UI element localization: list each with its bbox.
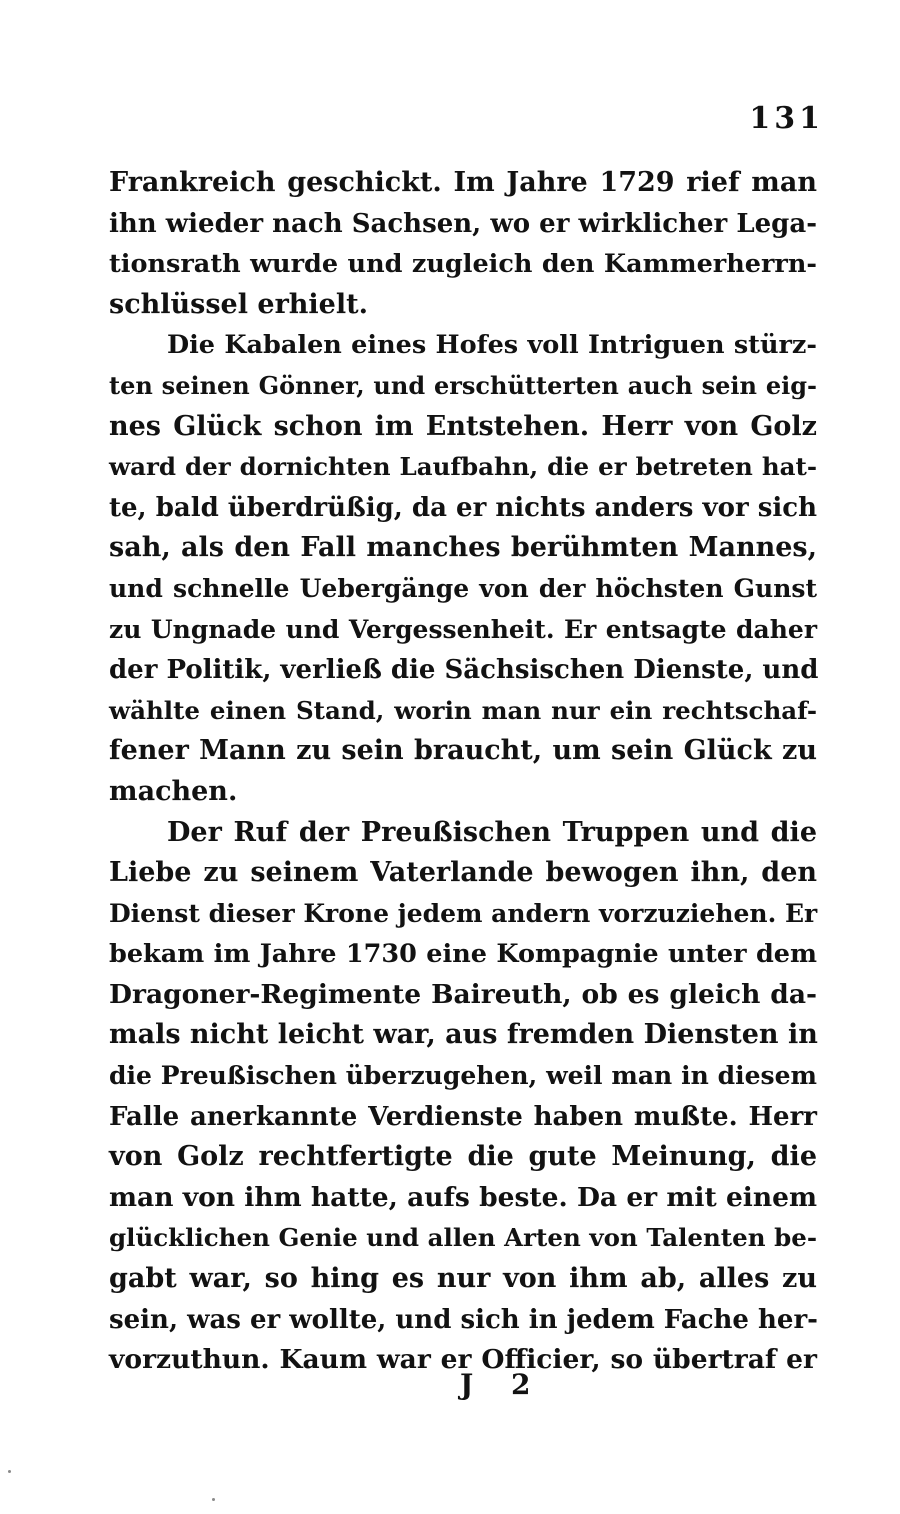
text-line: ward der dornichten Laufbahn, die er betreten hat- xyxy=(109,452,817,482)
text-line: glücklichen Genie und allen Arten von Talenten be- xyxy=(109,1223,817,1253)
text-line: Dragoner-Regimente Baireuth, ob es gleich da- xyxy=(109,978,817,1010)
paragraph-start-line: Die Kabalen eines Hofes voll Intriguen stürz- xyxy=(167,330,817,361)
text-line: Liebe zu seinem Vaterlande bewogen ihn, den xyxy=(109,857,817,889)
page-number: 131 xyxy=(749,101,824,136)
text-line: nes Glück schon im Entstehen. Herr von Golz xyxy=(109,410,817,442)
text-line: sein, was er wollte, und sich in jedem Fache her- xyxy=(109,1304,818,1335)
text-line: wählte einen Stand, worin man nur ein rechtschaf- xyxy=(109,695,817,725)
text-line: die Preußischen überzugehen, weil man in diesem xyxy=(109,1061,817,1091)
signature-mark: J 2 xyxy=(460,1368,545,1401)
text-line: te, bald überdrüßig, da er nichts anders vor sich xyxy=(109,492,817,523)
text-line: ihn wieder nach Sachsen, wo er wirklicher Lega- xyxy=(109,208,817,239)
text-line: der Politik, verließ die Sächsischen Dienste, und xyxy=(109,655,819,686)
text-line: Frankreich geschickt. Im Jahre 1729 rief man xyxy=(109,167,817,198)
text-line: machen. xyxy=(109,775,238,807)
text-line: fener Mann zu sein braucht, um sein Glück zu xyxy=(109,735,817,767)
text-line: bekam im Jahre 1730 eine Kompagnie unter dem xyxy=(109,939,817,970)
text-line: ten seinen Gönner, und erschütterten auch sein eig- xyxy=(109,370,817,400)
text-line: schlüssel erhielt. xyxy=(109,288,368,320)
paragraph-start-line: Der Ruf der Preußischen Truppen und die xyxy=(167,816,817,848)
text-line: vorzuthun. Kaum war er Officier, so übertraf er xyxy=(109,1344,817,1376)
text-line: Dienst dieser Krone jedem andern vorzuziehen. Er xyxy=(109,898,818,928)
text-line: sah, als den Fall manches berühmten Mannes, xyxy=(109,532,817,564)
text-line: gabt war, so hing es nur von ihm ab, alles zu xyxy=(109,1263,817,1295)
text-line: zu Ungnade und Vergessenheit. Er entsagte daher xyxy=(109,614,817,644)
text-line: man von ihm hatte, aufs beste. Da er mit einem xyxy=(109,1181,818,1213)
text-line: Falle anerkannte Verdienste haben mußte. Herr xyxy=(109,1101,817,1132)
body-text xyxy=(109,163,817,1381)
text-line: von Golz rechtfertigte die gute Meinung, die xyxy=(109,1141,817,1173)
paper-speck xyxy=(8,1470,11,1473)
paper-speck xyxy=(212,1498,215,1501)
text-line: tionsrath wurde und zugleich den Kammerherrn- xyxy=(109,249,817,280)
text-line: und schnelle Uebergänge von der höchsten Gunst xyxy=(109,573,817,603)
text-line: mals nicht leicht war, aus fremden Diensten in xyxy=(109,1019,818,1051)
